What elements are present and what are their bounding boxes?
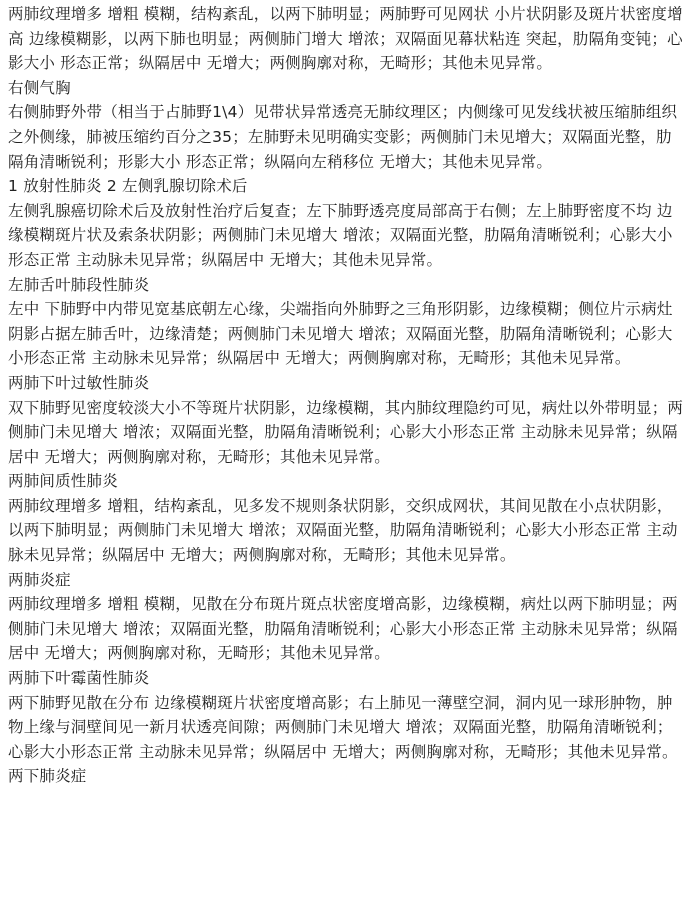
- entry-3-body: 左中 下肺野中内带见宽基底朝左心缘，尖端指向外肺野之三角形阴影，边缘模糊；侧位片示病灶阴影占据左肺舌叶，边缘清楚；两侧肺门未见增大 增浓；双隔面光整，肋隔角清晰锐利；心影大小形态正常 主动脉未见异常；纵隔居中 无增大；两侧胸廓对称，无畸形；其他未见异常。: [8, 300, 673, 368]
- entry-8-title: 两下肺炎症: [8, 767, 87, 786]
- entry-5-title: 两肺间质性肺炎: [8, 472, 118, 491]
- entry-2-body: 左侧乳腺癌切除术后及放射性治疗后复查；左下肺野透亮度局部高于右侧；左上肺野密度不均 边缘模糊斑片状及索条状阴影；两侧肺门未见增大 增浓；双隔面光整，肋隔角清晰锐利；心影大小形态正常 主动脉未见异常；纵隔居中 无增大；其他未见异常。: [8, 201, 673, 269]
- entry-1-title: 右侧气胸: [8, 78, 71, 97]
- entry-4-body: 双下肺野见密度较淡大小不等斑片状阴影，边缘模糊，其内肺纹理隐约可见，病灶以外带明显；两侧肺门未见增大 增浓；双隔面光整，肋隔角清晰锐利；心影大小形态正常 主动脉未见异常；纵隔居中 无增大；两侧胸廓对称，无畸形；其他未见异常。: [8, 398, 684, 466]
- entry-2-title: 1 放射性肺炎 2 左侧乳腺切除术后: [8, 177, 248, 196]
- entry-3-title: 左肺舌叶肺段性肺炎: [8, 275, 150, 294]
- entry-7-title: 两肺下叶霉菌性肺炎: [8, 669, 150, 688]
- entry-5-body: 两肺纹理增多 增粗，结构紊乱，见多发不规则条状阴影，交织成网状，其间见散在小点状阴影，以两下肺明显；两侧肺门未见增大 增浓；双隔面光整，肋隔角清晰锐利；心影大小形态正常 主动脉未见异常；纵隔居中 无增大；两侧胸廓对称，无畸形；其他未见异常。: [8, 496, 678, 565]
- entry-6-body: 两肺纹理增多 增粗 模糊，见散在分布斑片斑点状密度增高影，边缘模糊，病灶以两下肺明显；两侧肺门未见增大 增浓；双隔面光整，肋隔角清晰锐利；心影大小形态正常 主动脉未见异常；纵隔居中 无增大；两侧胸廓对称，无畸形；其他未见异常。: [8, 595, 678, 663]
- entry-0-body: 两肺纹理增多 增粗 模糊，结构紊乱，以两下肺明显；两肺野可见网状 小片状阴影及斑片状密度增高 边缘模糊影，以两下肺也明显；两侧肺门增大 增浓；双隔面见幕状粘连 突起，肋隔角变钝；心影大小 形态正常；纵隔居中 无增大；两侧胸廓对称，无畸形；其他未见异常。: [8, 5, 683, 73]
- entry-7-body: 两下肺野见散在分布 边缘模糊斑片状密度增高影；右上肺见一薄壁空洞，洞内见一球形肿物，肿物上缘与洞壁间见一新月状透亮间隙；两侧肺门未见增大 增浓；双隔面光整，肋隔角清晰锐利；心影大小形态正常 主动脉未见异常；纵隔居中 无增大；两侧胸廓对称，无畸形；其他未见异常。: [8, 693, 678, 761]
- entry-4-title: 两肺下叶过敏性肺炎: [8, 373, 150, 392]
- entry-6-title: 两肺炎症: [8, 570, 71, 589]
- entry-1-body: 右侧肺野外带（相当于占肺野1\4）见带状异常透亮无肺纹理区；内侧缘可见发线状被压缩肺组织之外侧缘，肺被压缩约百分之35；左肺野未见明确实变影；两侧肺门未见增大；双隔面光整，肋隔角清晰锐利；形影大小 形态正常；纵隔向左稍移位 无增大；其他未见异常。: [8, 103, 678, 171]
